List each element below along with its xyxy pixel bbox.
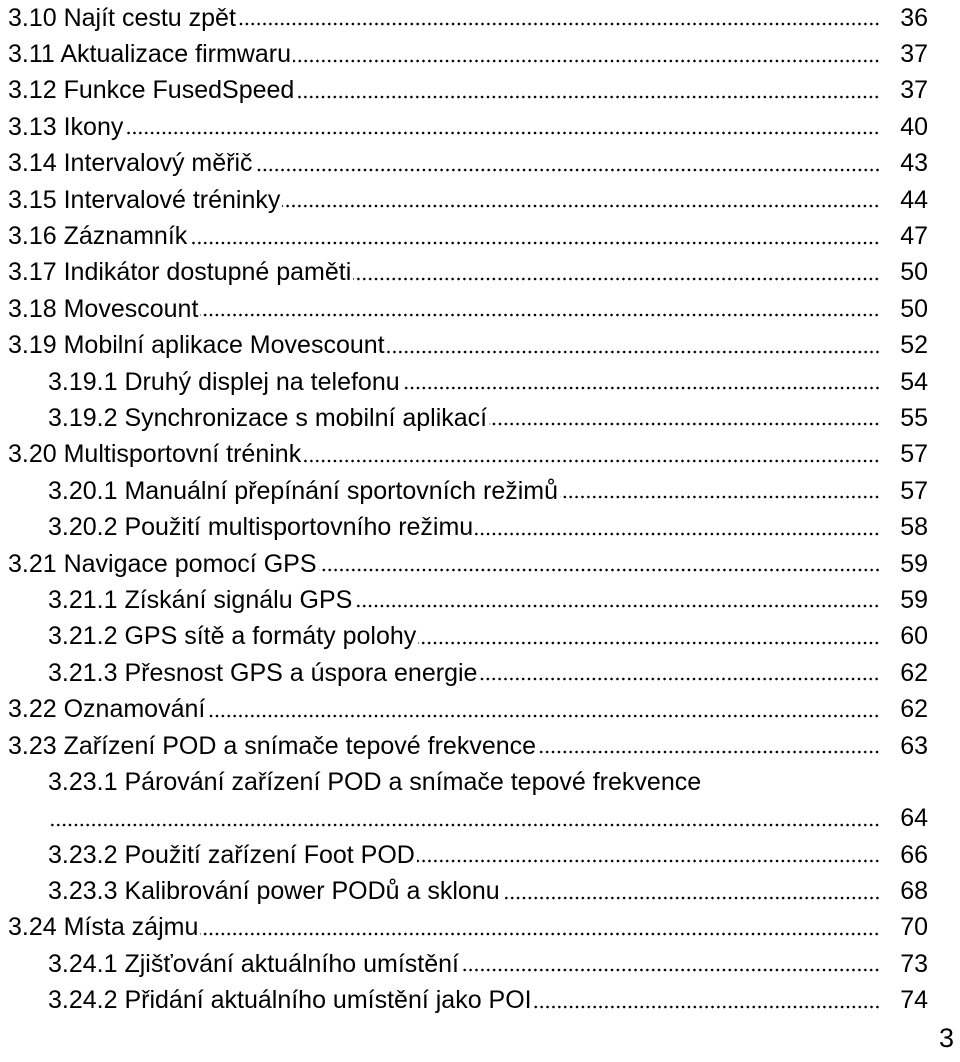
toc-entry-title: 3.21.3 Přesnost GPS a úspora energie <box>48 658 478 687</box>
toc-entry-page: 60 <box>900 622 928 651</box>
dot-leader <box>479 677 880 681</box>
dot-leader <box>200 932 880 936</box>
toc-entry-title: 3.13 Ikony <box>8 112 124 141</box>
toc-entry-page: 50 <box>900 258 928 287</box>
toc-entry-page: 59 <box>900 585 928 614</box>
toc-entry-page: 70 <box>900 913 928 942</box>
dot-leader <box>538 750 880 754</box>
toc-entry-title: 3.23.2 Použití zařízení Foot POD <box>48 840 415 869</box>
toc-entry-page: 66 <box>900 840 928 869</box>
toc-entry-title: 3.24.2 Přidání aktuálního umístění jako POI <box>48 986 532 1015</box>
dot-leader <box>417 859 880 863</box>
toc-entry-title: 3.12 Funkce FusedSpeed <box>8 76 295 105</box>
toc-entry-page: 73 <box>900 949 928 978</box>
toc-entry[interactable] <box>8 473 928 509</box>
toc-entry-title: 3.20 Multisportovní trénink <box>8 440 302 469</box>
toc-entry-continuation[interactable] <box>8 801 928 837</box>
toc-entry[interactable] <box>8 764 928 800</box>
toc-entry[interactable] <box>8 728 928 764</box>
dot-leader <box>296 95 880 99</box>
dot-leader <box>354 604 880 608</box>
toc-entry[interactable] <box>8 509 928 545</box>
toc-entry[interactable] <box>8 328 928 364</box>
toc-entry[interactable] <box>8 437 928 473</box>
toc-entry-page: 36 <box>900 3 928 32</box>
dot-leader <box>502 896 880 900</box>
toc-entry-title: 3.24.1 Zjišťování aktuálního umístění <box>48 949 459 978</box>
toc-entry-page: 44 <box>900 185 928 214</box>
toc-entry-title: 3.20.1 Manuální přepínání sportovních režimů <box>48 476 559 505</box>
toc-entry-page: 37 <box>900 76 928 105</box>
toc-entry-page: 55 <box>900 403 928 432</box>
dot-leader <box>387 350 880 354</box>
table-of-contents <box>8 0 928 1019</box>
dot-leader <box>418 641 880 645</box>
toc-entry[interactable] <box>8 983 928 1019</box>
dot-leader <box>238 22 880 26</box>
toc-entry-page: 50 <box>900 294 928 323</box>
toc-entry[interactable] <box>8 619 928 655</box>
toc-entry-page: 64 <box>900 804 928 833</box>
toc-entry[interactable] <box>8 546 928 582</box>
toc-entry-title: 3.14 Intervalový měřič <box>8 149 253 178</box>
toc-entry-title: 3.24 Místa zájmu <box>8 913 199 942</box>
toc-entry-page: 54 <box>900 367 928 396</box>
toc-entry[interactable] <box>8 910 928 946</box>
page-number: 3 <box>938 1023 954 1053</box>
dot-leader <box>560 495 880 499</box>
toc-entry[interactable] <box>8 36 928 72</box>
dot-leader <box>207 714 880 718</box>
toc-entry-page: 37 <box>900 40 928 69</box>
dot-leader <box>534 1005 880 1009</box>
toc-entry[interactable] <box>8 182 928 218</box>
dot-leader <box>461 968 880 972</box>
dot-leader <box>489 422 880 426</box>
toc-entry[interactable] <box>8 218 928 254</box>
dot-leader <box>402 386 880 390</box>
toc-entry-page: 57 <box>900 440 928 469</box>
dot-leader <box>303 459 880 463</box>
toc-entry-page: 43 <box>900 149 928 178</box>
toc-entry-title: 3.22 Oznamování <box>8 695 206 724</box>
dot-leader <box>293 59 880 63</box>
toc-entry-title: 3.18 Movescount <box>8 294 199 323</box>
toc-entry-title: 3.15 Intervalové tréninky <box>8 185 281 214</box>
toc-entry[interactable] <box>8 400 928 436</box>
toc-entry-title: 3.20.2 Použití multisportovního režimu <box>48 513 474 542</box>
toc-entry-title: 3.10 Najít cestu zpět <box>8 3 236 32</box>
toc-entry-page: 58 <box>900 513 928 542</box>
toc-entry-title: 3.21 Navigace pomocí GPS <box>8 549 317 578</box>
dot-leader <box>189 241 880 245</box>
toc-entry[interactable] <box>8 873 928 909</box>
dot-leader <box>48 823 880 827</box>
toc-entry-title: 3.21.2 GPS sítě a formáty polohy <box>48 622 417 651</box>
toc-entry-page: 74 <box>900 986 928 1015</box>
toc-entry[interactable] <box>8 255 928 291</box>
toc-entry[interactable] <box>8 0 928 36</box>
dot-leader <box>319 568 881 572</box>
dot-leader <box>200 313 880 317</box>
toc-entry-title: 3.19.2 Synchronizace s mobilní aplikací <box>48 403 488 432</box>
toc-entry[interactable] <box>8 946 928 982</box>
toc-entry-page: 68 <box>900 877 928 906</box>
toc-entry[interactable] <box>8 837 928 873</box>
toc-entry[interactable] <box>8 655 928 691</box>
toc-entry[interactable] <box>8 146 928 182</box>
toc-entry[interactable] <box>8 73 928 109</box>
toc-entry-title: 3.23.1 Párování zařízení POD a snímače tepové frekvence <box>48 767 702 796</box>
dot-leader <box>125 131 880 135</box>
toc-entry[interactable] <box>8 691 928 727</box>
dot-leader <box>353 277 880 281</box>
toc-entry[interactable] <box>8 109 928 145</box>
toc-entry-title: 3.21.1 Získání signálu GPS <box>48 585 353 614</box>
toc-entry[interactable] <box>8 291 928 327</box>
toc-entry-title: 3.17 Indikátor dostupné paměti <box>8 258 352 287</box>
toc-entry-title: 3.11 Aktualizace firmwaru <box>8 40 291 69</box>
toc-entry-page: 62 <box>900 658 928 687</box>
toc-entry[interactable] <box>8 364 928 400</box>
toc-entry-page: 57 <box>900 476 928 505</box>
toc-entry-page: 52 <box>900 331 928 360</box>
dot-leader <box>282 204 880 208</box>
toc-entry-title: 3.23.3 Kalibrování power PODů a sklonu <box>48 877 500 906</box>
toc-entry-page: 63 <box>900 731 928 760</box>
dot-leader <box>475 532 880 536</box>
dot-leader <box>255 168 880 172</box>
toc-entry-page: 59 <box>900 549 928 578</box>
toc-entry-title: 3.16 Záznamník <box>8 222 188 251</box>
toc-entry[interactable] <box>8 582 928 618</box>
toc-entry-page: 62 <box>900 695 928 724</box>
toc-entry-page: 47 <box>900 222 928 251</box>
toc-entry-title: 3.19 Mobilní aplikace Movescount <box>8 331 385 360</box>
toc-entry-page: 40 <box>900 112 928 141</box>
toc-entry-title: 3.19.1 Druhý displej na telefonu <box>48 367 400 396</box>
toc-entry-title: 3.23 Zařízení POD a snímače tepové frekvence <box>8 731 537 760</box>
